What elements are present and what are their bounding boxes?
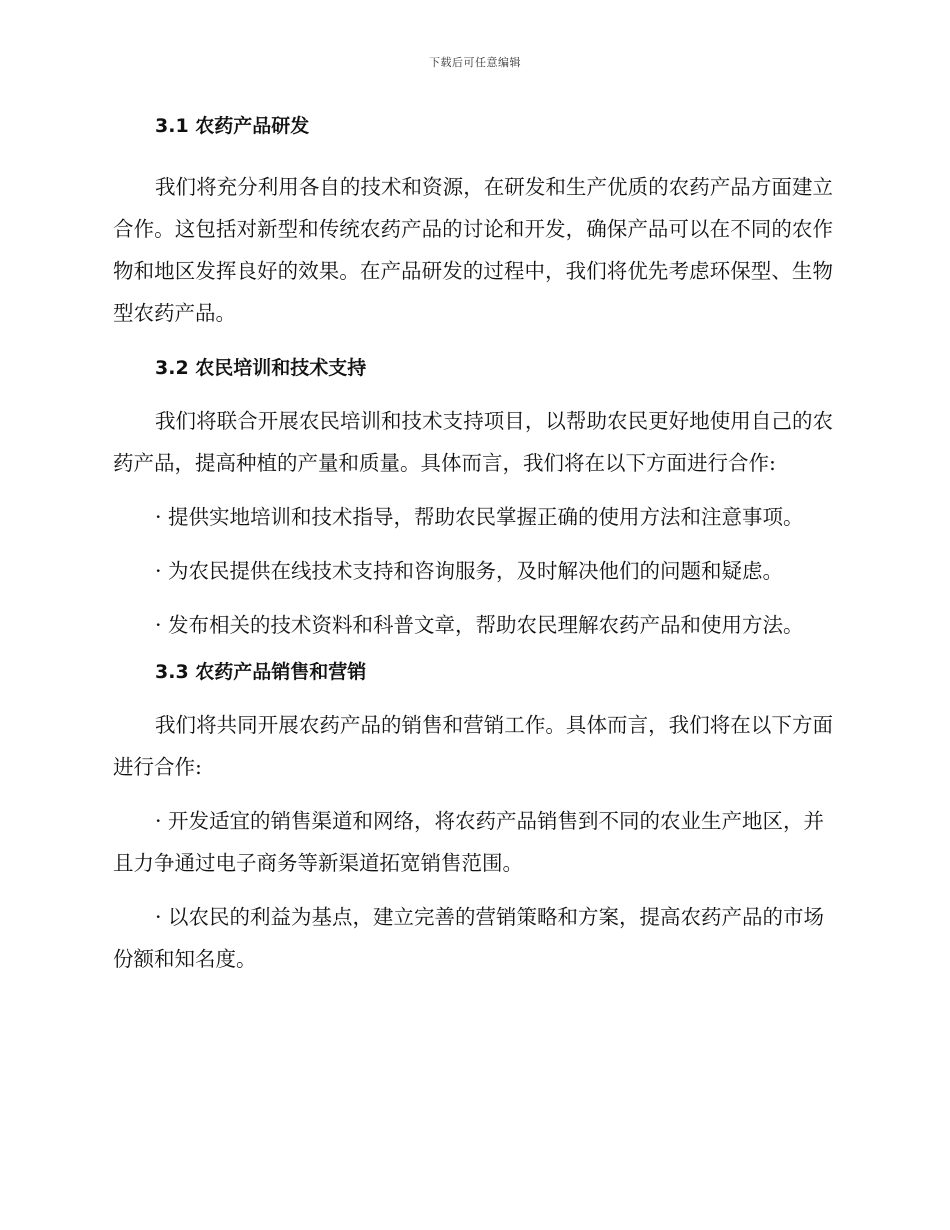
bullet-item: · 以农民的利益为基点，建立完善的营销策略和方案，提高农药产品的市场份额和知名度。 — [113, 905, 825, 971]
bullet-item: · 开发适宜的销售渠道和网络，将农药产品销售到不同的农业生产地区，并且力争通过电子商务等新渠道拓宽销售范围。 — [113, 809, 825, 875]
section-heading-3-3: 3.3 农药产品销售和营销 — [155, 661, 367, 683]
section-3-1-paragraph: 我们将充分利用各自的技术和资源，在研发和生产优质的农药产品方面建立合作。这包括对新型和传统农药产品的讨论和开发，确保产品可以在不同的农作物和地区发挥良好的效果。在产品研发的过程中，我们将优先考虑环保型、生物型农药产品。 — [113, 175, 833, 325]
bullet-item: · 提供实地培训和技术指导，帮助农民掌握正确的使用方法和注意事项。 — [155, 505, 804, 529]
document-body — [113, 110, 833, 980]
page-header: 下载后可任意编辑 — [429, 56, 521, 69]
section-heading-3-2: 3.2 农民培训和技术支持 — [155, 357, 367, 379]
section-heading-3-1: 3.1 农药产品研发 — [155, 115, 310, 137]
section-3-2-intro-paragraph: 我们将联合开展农民培训和技术支持项目，以帮助农民更好地使用自己的农药产品，提高种植的产量和质量。具体而言，我们将在以下方面进行合作: — [113, 409, 833, 475]
bullet-item: · 发布相关的技术资料和科普文章，帮助农民理解农药产品和使用方法。 — [155, 613, 804, 637]
bullet-item: · 为农民提供在线技术支持和咨询服务，及时解决他们的问题和疑虑。 — [155, 559, 784, 583]
section-3-3-intro-paragraph: 我们将共同开展农药产品的销售和营销工作。具体而言，我们将在以下方面进行合作: — [113, 713, 833, 779]
